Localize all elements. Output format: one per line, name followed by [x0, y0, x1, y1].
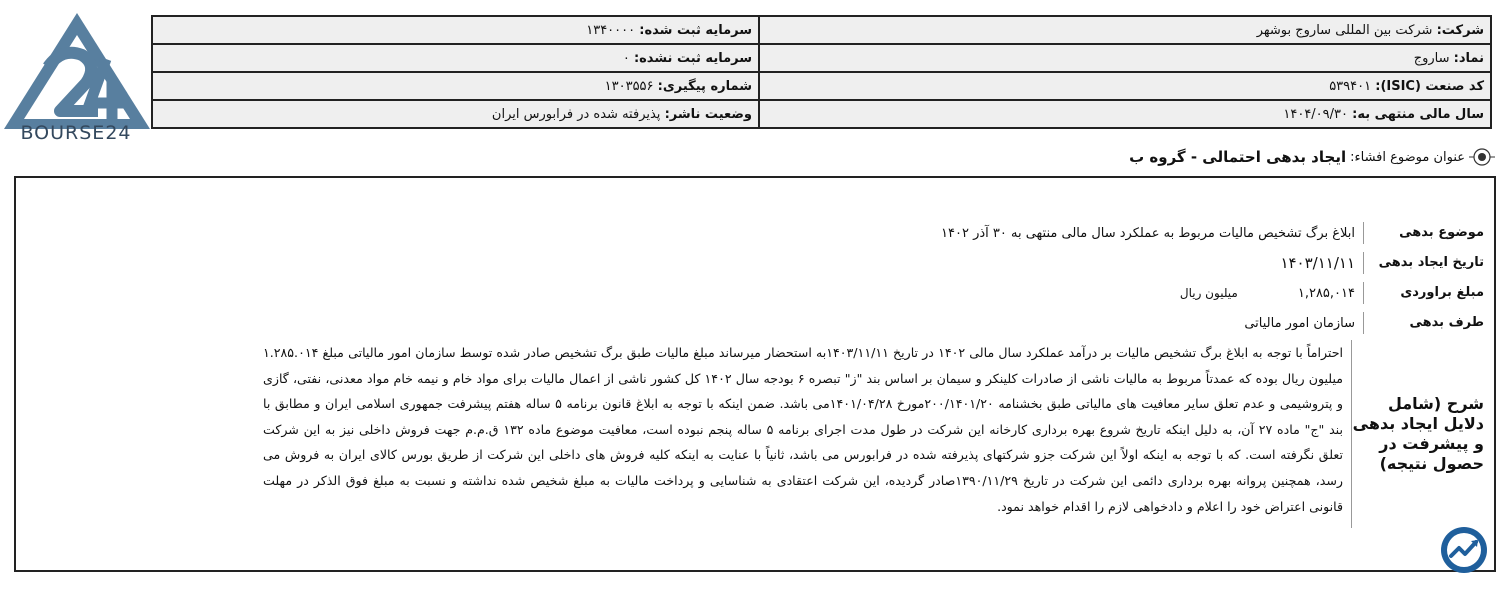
- chart-badge-icon[interactable]: [1440, 526, 1488, 574]
- publisher-status-label: وضعیت ناشر:: [664, 106, 752, 122]
- amount-unit: میلیون ریال: [1179, 286, 1238, 300]
- topic-value: ایجاد بدهی احتمالی - گروه ب: [1129, 148, 1347, 166]
- fiscal-year-cell: [759, 100, 1491, 128]
- unregistered-capital-label: سرمایه ثبت نشده:: [633, 50, 752, 66]
- logo-text: BOURSE24: [20, 122, 132, 144]
- symbol-cell: [759, 44, 1491, 72]
- tracking-cell: [152, 72, 759, 100]
- amount-value: ۱,۲۸۵,۰۱۴: [1297, 285, 1355, 301]
- date-value: ۱۴۰۳/۱۱/۱۱: [1280, 254, 1355, 272]
- tracking-label: شماره پیگیری:: [657, 78, 752, 94]
- registered-capital-cell: [152, 16, 759, 44]
- explanation-text: احتراماً با توجه به ابلاغ برگ تشخیص مالیات بر درآمد عملکرد سال مالی ۱۴۰۲ در تاریخ ۱۴۰۳/۱۱/۱۱به استحضار میرساند مبلغ مالیات طبق برگ تشخیص صادر شده توسط سازمان امور مالیاتی مبلغ ۱.۲۸۵.۰۱۴ میلیون ریال بوده که عمدتاً مربوط به مالیات ناشی از صادرات کلینکر و سیمان بر اساس بند "ز" تبصره ۶ بودجه سال ۱۴۰۲ کل کشور ناشی از اعمال مالیات برای مواد خام و نیمه خام مواد معدنی، نفتی، گازی و پتروشیمی و عدم تعلق سایر معافیت های مالیاتی طبق بخشنامه ۲۰۰/۱۴۰۱/۲۰مورخ ۱۴۰۱/۰۴/۲۸می باشد. ضمن اینکه با توجه به ابلاغ قانون برنامه ۵ ساله هفتم پیشرفت جمهوری اسلامی ایران و مطابق با بند "ج" ماده ۲۷ آن، به دلیل اینکه تاریخ شروع بهره برداری کارخانه این شرکت در طول مدت اجرای برنامه ۵ ساله پنجم نبوده است، معافیت موضوع ماده ۱۳۲ ق.م.م جهت فروش داخلی نیز به این شرکت تعلق نگرفته است. که با توجه به اینکه اولاً این شرکت جزو شرکتهای پذیرفته شده در فرابورس می باشد، ثانیاً با عنایت به اینکه کلیه فروش های داخلی این شرکت از طریق بورس کالای ایران به فروش می رسد، همچنین پروانه بهره برداری دائمی این شرکت در تاریخ ۱۳۹۰/۱۱/۲۹صادر گردیده، این شرکت اعتقادی به شناسایی و پرداخت مالیات به مبلغ شخیص شده نداشته و نسبت به مبلغ فوق الذکر در مهلت قانونی اعتراض خود را اعلام و دادخواهی لازم را اقدام خواهد نمود.: [263, 345, 1344, 514]
- company-label: شرکت:: [1436, 22, 1484, 38]
- symbol-label: نماد:: [1453, 50, 1484, 66]
- header-info-table: [151, 15, 1492, 129]
- amount-label: مبلغ براوردی: [1363, 282, 1488, 304]
- date-label: تاریخ ایجاد بدهی: [1363, 252, 1488, 274]
- disclosure-topic: [1129, 146, 1495, 168]
- publisher-status-value: پذیرفته شده در فرابورس ایران: [491, 106, 661, 122]
- date-row: [148, 248, 1488, 278]
- publisher-status-cell: [152, 100, 759, 128]
- company-value: شرکت بین المللی ساروج بوشهر: [1256, 22, 1433, 38]
- tracking-value: ۱۳۰۳۵۵۶: [604, 78, 654, 94]
- company-cell: [759, 16, 1491, 44]
- symbol-value: ساروج: [1413, 50, 1450, 66]
- party-label: طرف بدهی: [1363, 312, 1488, 334]
- subject-row: [148, 218, 1488, 248]
- debt-details-panel: [14, 176, 1496, 572]
- registered-capital-value: ۱۳۴۰۰۰۰: [586, 22, 636, 38]
- party-row: [148, 308, 1488, 338]
- subject-value: ابلاغ برگ تشخیص مالیات مربوط به عملکرد سال مالی منتهی به ۳۰ آذر ۱۴۰۲: [941, 225, 1355, 241]
- explanation-row: [148, 340, 1488, 528]
- unregistered-capital-value: ۰: [622, 50, 630, 66]
- isic-value: ۵۳۹۴۰۱: [1329, 78, 1372, 94]
- party-value: سازمان امور مالیاتی: [1244, 315, 1355, 331]
- topic-label: عنوان موضوع افشاء:: [1350, 149, 1465, 165]
- fiscal-year-label: سال مالی منتهی به:: [1352, 106, 1484, 122]
- unregistered-capital-cell: [152, 44, 759, 72]
- amount-group: [1180, 286, 1363, 301]
- isic-cell: [759, 72, 1491, 100]
- isic-label: کد صنعت (ISIC):: [1375, 78, 1484, 94]
- amount-row: [148, 278, 1488, 308]
- registered-capital-label: سرمایه ثبت شده:: [639, 22, 752, 38]
- target-icon: [1469, 146, 1495, 168]
- fiscal-year-value: ۱۴۰۴/۰۹/۳۰: [1283, 106, 1348, 122]
- explanation-label: شرح (شامل دلایل ایجاد بدهی و پیشرفت در حصول نتیجه): [1351, 340, 1488, 528]
- subject-label: موضوع بدهی: [1363, 222, 1488, 244]
